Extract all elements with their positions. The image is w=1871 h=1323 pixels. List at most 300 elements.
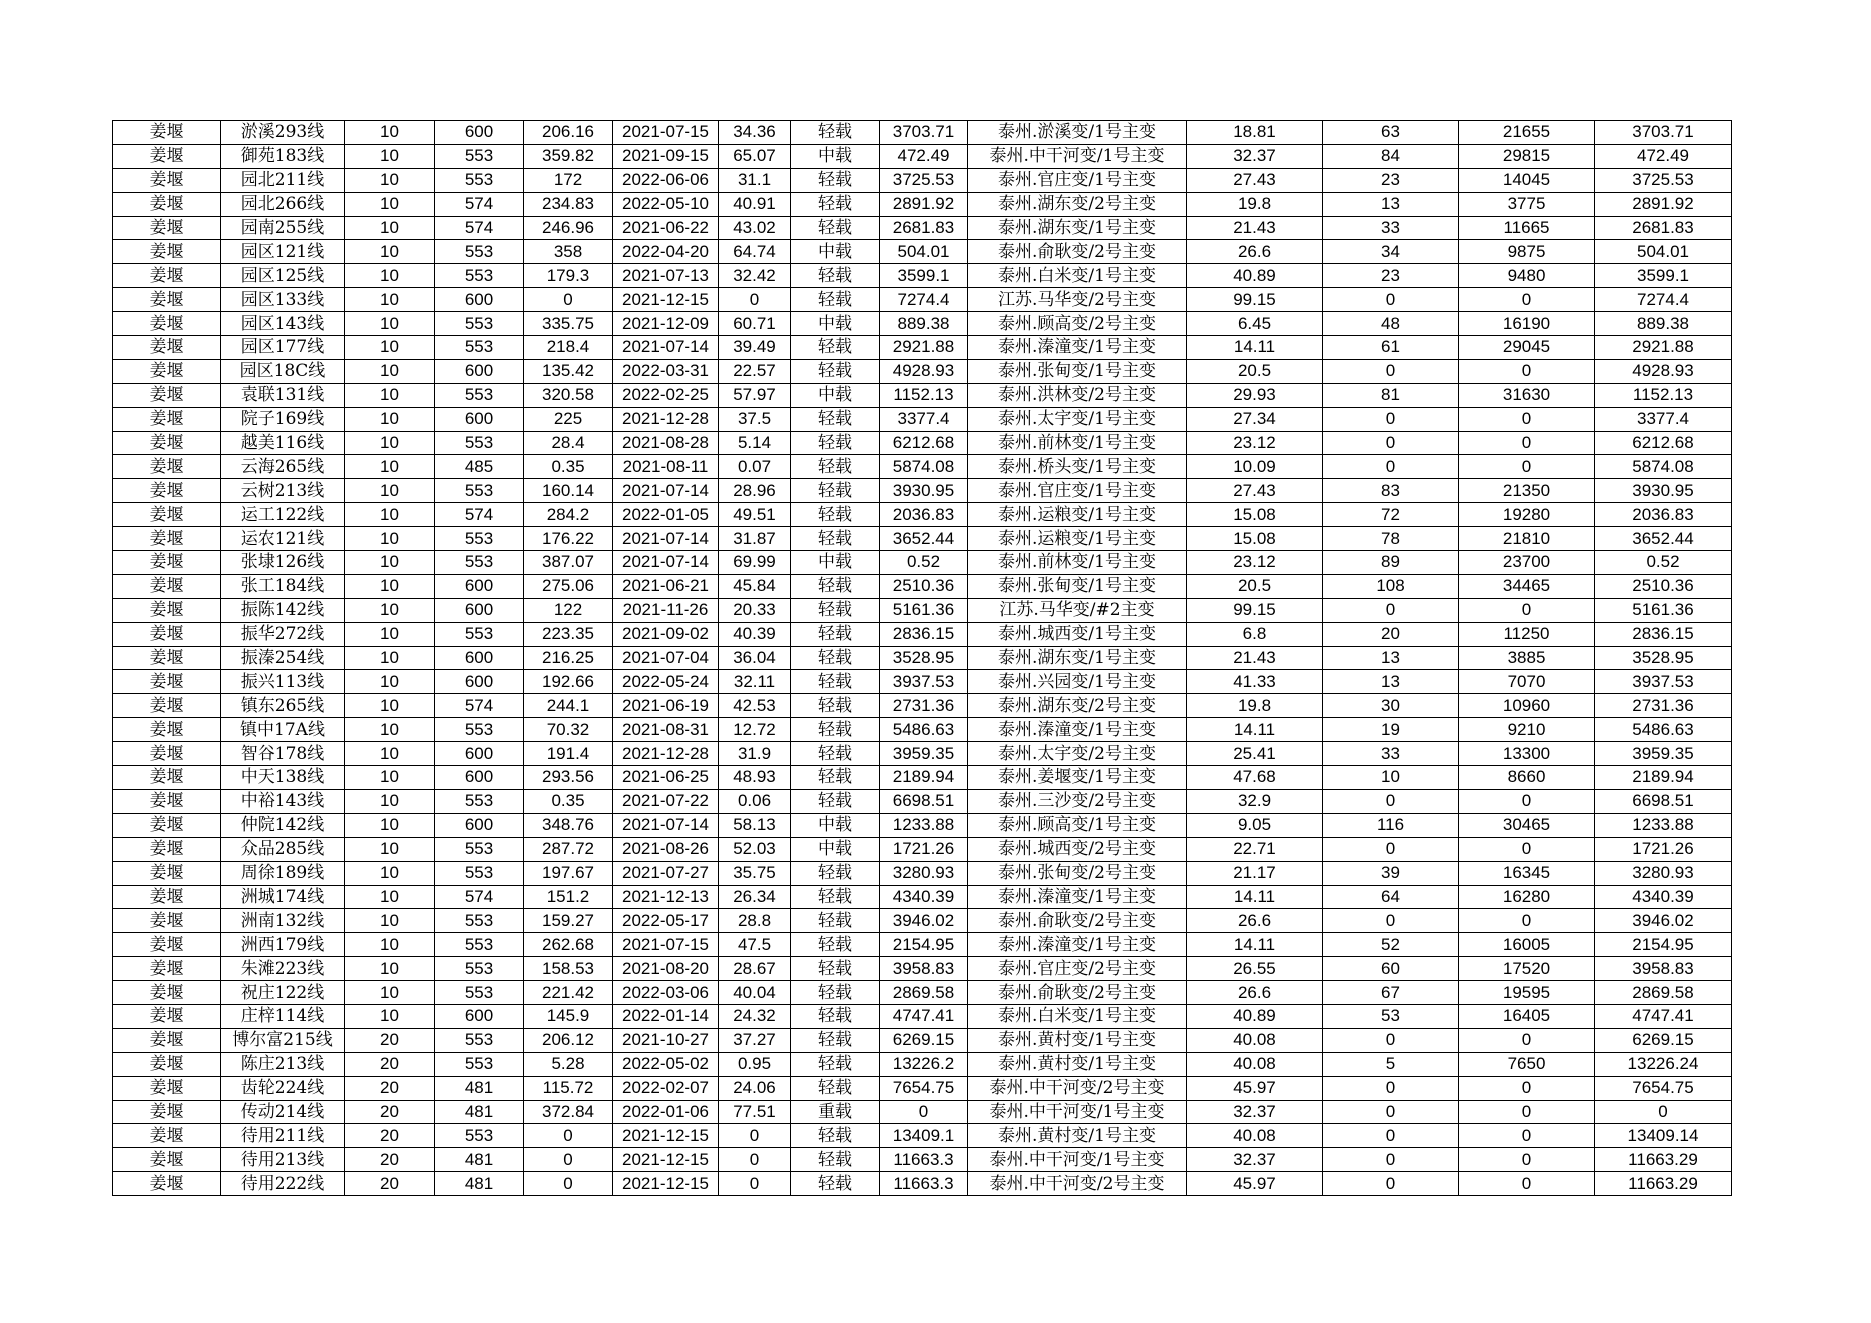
cell-voltage: 20	[345, 1028, 435, 1052]
cell-transformer-load-rate: 14.11	[1187, 933, 1323, 957]
cell-voltage: 10	[345, 646, 435, 670]
cell-available-capacity: 3930.95	[880, 479, 968, 503]
cell-line-name: 祝庄122线	[221, 981, 345, 1005]
cell-date: 2021-12-28	[613, 742, 719, 766]
table-row	[113, 407, 1732, 431]
cell-voltage: 10	[345, 742, 435, 766]
cell-date: 2021-07-14	[613, 551, 719, 575]
table-body	[113, 121, 1732, 1196]
cell-rated-capacity: 553	[435, 909, 524, 933]
cell-available-capacity: 3280.93	[880, 861, 968, 885]
cell-date: 2021-12-28	[613, 407, 719, 431]
cell-load-rate: 49.51	[719, 503, 791, 527]
cell-load-status: 轻载	[791, 694, 880, 718]
cell-remaining-capacity: 7654.75	[1595, 1076, 1732, 1100]
cell-substation: 泰州.溱潼变/1号主变	[968, 336, 1187, 360]
cell-district: 姜堰	[113, 789, 221, 813]
cell-rated-capacity: 553	[435, 933, 524, 957]
cell-district: 姜堰	[113, 479, 221, 503]
cell-substation: 泰州.俞耿变/2号主变	[968, 240, 1187, 264]
cell-date: 2022-03-31	[613, 359, 719, 383]
cell-line-name: 仲院142线	[221, 813, 345, 837]
cell-load-status: 轻载	[791, 981, 880, 1005]
cell-voltage: 10	[345, 455, 435, 479]
cell-remaining-capacity: 3937.53	[1595, 670, 1732, 694]
table-row	[113, 121, 1732, 145]
cell-transformer-load-rate: 32.37	[1187, 1148, 1323, 1172]
cell-load-rate: 0.95	[719, 1052, 791, 1076]
cell-district: 姜堰	[113, 742, 221, 766]
cell-district: 姜堰	[113, 527, 221, 551]
table-row	[113, 288, 1732, 312]
cell-district: 姜堰	[113, 813, 221, 837]
cell-available-capacity: 4928.93	[880, 359, 968, 383]
cell-date: 2022-03-06	[613, 981, 719, 1005]
cell-max-load: 159.27	[524, 909, 613, 933]
cell-user-count: 19	[1323, 718, 1459, 742]
cell-max-load: 218.4	[524, 336, 613, 360]
cell-max-load: 0	[524, 1124, 613, 1148]
cell-rated-capacity: 553	[435, 479, 524, 503]
cell-line-name: 张工184线	[221, 574, 345, 598]
cell-voltage: 10	[345, 288, 435, 312]
cell-district: 姜堰	[113, 288, 221, 312]
cell-load-rate: 40.39	[719, 622, 791, 646]
cell-user-count: 53	[1323, 1004, 1459, 1028]
cell-available-capacity: 6212.68	[880, 431, 968, 455]
cell-user-count: 33	[1323, 742, 1459, 766]
cell-available-capacity: 6269.15	[880, 1028, 968, 1052]
cell-transformer-load-rate: 45.97	[1187, 1076, 1323, 1100]
cell-rated-capacity: 574	[435, 885, 524, 909]
cell-max-load: 335.75	[524, 312, 613, 336]
cell-remaining-capacity: 13226.24	[1595, 1052, 1732, 1076]
cell-max-load: 172	[524, 168, 613, 192]
cell-district: 姜堰	[113, 359, 221, 383]
cell-line-name: 越美116线	[221, 431, 345, 455]
cell-max-load: 192.66	[524, 670, 613, 694]
cell-load-rate: 31.1	[719, 168, 791, 192]
cell-capacity-kva: 0	[1459, 288, 1595, 312]
cell-load-status: 轻载	[791, 670, 880, 694]
cell-load-status: 轻载	[791, 718, 880, 742]
cell-user-count: 0	[1323, 1076, 1459, 1100]
cell-rated-capacity: 553	[435, 431, 524, 455]
cell-user-count: 0	[1323, 1148, 1459, 1172]
cell-line-name: 洲西179线	[221, 933, 345, 957]
cell-load-status: 轻载	[791, 288, 880, 312]
cell-user-count: 63	[1323, 121, 1459, 145]
cell-voltage: 20	[345, 1172, 435, 1196]
cell-date: 2021-12-15	[613, 1124, 719, 1148]
cell-available-capacity: 1721.26	[880, 837, 968, 861]
cell-max-load: 151.2	[524, 885, 613, 909]
table-row	[113, 479, 1732, 503]
cell-load-rate: 64.74	[719, 240, 791, 264]
cell-line-name: 园区133线	[221, 288, 345, 312]
table-row	[113, 264, 1732, 288]
cell-remaining-capacity: 6698.51	[1595, 789, 1732, 813]
cell-line-name: 园区143线	[221, 312, 345, 336]
cell-transformer-load-rate: 15.08	[1187, 503, 1323, 527]
cell-capacity-kva: 0	[1459, 359, 1595, 383]
cell-available-capacity: 13409.1	[880, 1124, 968, 1148]
cell-voltage: 10	[345, 527, 435, 551]
cell-max-load: 293.56	[524, 766, 613, 790]
cell-load-rate: 37.27	[719, 1028, 791, 1052]
cell-rated-capacity: 553	[435, 144, 524, 168]
cell-line-name: 待用213线	[221, 1148, 345, 1172]
cell-voltage: 20	[345, 1100, 435, 1124]
cell-transformer-load-rate: 14.11	[1187, 885, 1323, 909]
cell-line-name: 传动214线	[221, 1100, 345, 1124]
cell-capacity-kva: 0	[1459, 837, 1595, 861]
cell-rated-capacity: 600	[435, 574, 524, 598]
cell-capacity-kva: 0	[1459, 1100, 1595, 1124]
cell-rated-capacity: 600	[435, 813, 524, 837]
cell-date: 2021-09-15	[613, 144, 719, 168]
cell-load-rate: 5.14	[719, 431, 791, 455]
cell-capacity-kva: 9210	[1459, 718, 1595, 742]
cell-line-name: 朱滩223线	[221, 957, 345, 981]
cell-district: 姜堰	[113, 1052, 221, 1076]
cell-available-capacity: 4340.39	[880, 885, 968, 909]
cell-date: 2022-01-05	[613, 503, 719, 527]
cell-voltage: 10	[345, 336, 435, 360]
cell-date: 2022-02-25	[613, 383, 719, 407]
cell-rated-capacity: 574	[435, 503, 524, 527]
cell-transformer-load-rate: 45.97	[1187, 1172, 1323, 1196]
cell-user-count: 81	[1323, 383, 1459, 407]
cell-district: 姜堰	[113, 168, 221, 192]
cell-available-capacity: 0.52	[880, 551, 968, 575]
cell-date: 2021-07-14	[613, 336, 719, 360]
cell-load-rate: 40.91	[719, 192, 791, 216]
cell-transformer-load-rate: 27.34	[1187, 407, 1323, 431]
table-row	[113, 1124, 1732, 1148]
cell-district: 姜堰	[113, 312, 221, 336]
cell-line-name: 御苑183线	[221, 144, 345, 168]
cell-available-capacity: 1152.13	[880, 383, 968, 407]
cell-capacity-kva: 16005	[1459, 933, 1595, 957]
cell-available-capacity: 1233.88	[880, 813, 968, 837]
cell-max-load: 191.4	[524, 742, 613, 766]
cell-capacity-kva: 10960	[1459, 694, 1595, 718]
cell-substation: 泰州.官庄变/1号主变	[968, 168, 1187, 192]
cell-max-load: 28.4	[524, 431, 613, 455]
table-row	[113, 598, 1732, 622]
cell-district: 姜堰	[113, 144, 221, 168]
cell-substation: 泰州.湖东变/1号主变	[968, 216, 1187, 240]
cell-capacity-kva: 9480	[1459, 264, 1595, 288]
cell-date: 2021-12-15	[613, 1148, 719, 1172]
cell-capacity-kva: 0	[1459, 598, 1595, 622]
cell-load-status: 轻载	[791, 1172, 880, 1196]
cell-available-capacity: 13226.2	[880, 1052, 968, 1076]
cell-district: 姜堰	[113, 909, 221, 933]
cell-line-name: 张埭126线	[221, 551, 345, 575]
cell-rated-capacity: 553	[435, 551, 524, 575]
table-row	[113, 240, 1732, 264]
cell-remaining-capacity: 3652.44	[1595, 527, 1732, 551]
cell-transformer-load-rate: 40.89	[1187, 1004, 1323, 1028]
cell-user-count: 0	[1323, 431, 1459, 455]
cell-load-rate: 20.33	[719, 598, 791, 622]
cell-substation: 泰州.三沙变/2号主变	[968, 789, 1187, 813]
cell-max-load: 223.35	[524, 622, 613, 646]
cell-transformer-load-rate: 6.8	[1187, 622, 1323, 646]
cell-district: 姜堰	[113, 622, 221, 646]
cell-available-capacity: 7274.4	[880, 288, 968, 312]
cell-max-load: 216.25	[524, 646, 613, 670]
cell-load-rate: 32.11	[719, 670, 791, 694]
cell-max-load: 176.22	[524, 527, 613, 551]
cell-voltage: 10	[345, 168, 435, 192]
cell-line-name: 待用222线	[221, 1172, 345, 1196]
cell-district: 姜堰	[113, 837, 221, 861]
cell-user-count: 72	[1323, 503, 1459, 527]
cell-substation: 泰州.前林变/1号主变	[968, 431, 1187, 455]
cell-capacity-kva: 8660	[1459, 766, 1595, 790]
cell-voltage: 10	[345, 144, 435, 168]
data-table	[112, 120, 1732, 1196]
cell-user-count: 60	[1323, 957, 1459, 981]
cell-date: 2021-09-02	[613, 622, 719, 646]
cell-substation: 泰州.黄村变/1号主变	[968, 1124, 1187, 1148]
cell-district: 姜堰	[113, 240, 221, 264]
cell-load-status: 轻载	[791, 1076, 880, 1100]
cell-remaining-capacity: 2869.58	[1595, 981, 1732, 1005]
cell-transformer-load-rate: 26.6	[1187, 909, 1323, 933]
table-row	[113, 861, 1732, 885]
cell-date: 2022-02-07	[613, 1076, 719, 1100]
cell-line-name: 陈庄213线	[221, 1052, 345, 1076]
cell-remaining-capacity: 3599.1	[1595, 264, 1732, 288]
cell-transformer-load-rate: 40.08	[1187, 1028, 1323, 1052]
cell-load-status: 轻载	[791, 957, 880, 981]
cell-user-count: 78	[1323, 527, 1459, 551]
cell-rated-capacity: 481	[435, 1148, 524, 1172]
cell-district: 姜堰	[113, 455, 221, 479]
cell-remaining-capacity: 3703.71	[1595, 121, 1732, 145]
cell-transformer-load-rate: 99.15	[1187, 598, 1323, 622]
cell-voltage: 10	[345, 407, 435, 431]
cell-remaining-capacity: 1721.26	[1595, 837, 1732, 861]
cell-substation: 泰州.俞耿变/2号主变	[968, 981, 1187, 1005]
cell-voltage: 10	[345, 981, 435, 1005]
cell-line-name: 振陈142线	[221, 598, 345, 622]
cell-available-capacity: 5486.63	[880, 718, 968, 742]
cell-transformer-load-rate: 10.09	[1187, 455, 1323, 479]
cell-user-count: 108	[1323, 574, 1459, 598]
table-row	[113, 789, 1732, 813]
cell-user-count: 34	[1323, 240, 1459, 264]
cell-available-capacity: 3377.4	[880, 407, 968, 431]
cell-remaining-capacity: 3528.95	[1595, 646, 1732, 670]
cell-user-count: 67	[1323, 981, 1459, 1005]
cell-date: 2021-08-31	[613, 718, 719, 742]
table-row	[113, 1172, 1732, 1196]
cell-available-capacity: 3958.83	[880, 957, 968, 981]
cell-remaining-capacity: 0	[1595, 1100, 1732, 1124]
table-row	[113, 885, 1732, 909]
cell-date: 2021-07-27	[613, 861, 719, 885]
cell-user-count: 33	[1323, 216, 1459, 240]
cell-user-count: 0	[1323, 837, 1459, 861]
cell-max-load: 372.84	[524, 1100, 613, 1124]
cell-remaining-capacity: 6212.68	[1595, 431, 1732, 455]
cell-load-status: 轻载	[791, 861, 880, 885]
cell-line-name: 运工122线	[221, 503, 345, 527]
cell-transformer-load-rate: 19.8	[1187, 694, 1323, 718]
cell-date: 2021-08-20	[613, 957, 719, 981]
cell-transformer-load-rate: 9.05	[1187, 813, 1323, 837]
cell-remaining-capacity: 2510.36	[1595, 574, 1732, 598]
cell-load-rate: 0.06	[719, 789, 791, 813]
cell-line-name: 园区18C线	[221, 359, 345, 383]
cell-load-status: 轻载	[791, 455, 880, 479]
cell-user-count: 116	[1323, 813, 1459, 837]
cell-load-rate: 32.42	[719, 264, 791, 288]
table-row	[113, 837, 1732, 861]
cell-max-load: 244.1	[524, 694, 613, 718]
cell-line-name: 振华272线	[221, 622, 345, 646]
cell-date: 2021-12-09	[613, 312, 719, 336]
table-row	[113, 981, 1732, 1005]
cell-available-capacity: 2036.83	[880, 503, 968, 527]
cell-substation: 泰州.顾高变/2号主变	[968, 312, 1187, 336]
cell-date: 2021-12-15	[613, 1172, 719, 1196]
cell-load-rate: 31.87	[719, 527, 791, 551]
table-row	[113, 503, 1732, 527]
cell-load-status: 轻载	[791, 933, 880, 957]
cell-rated-capacity: 553	[435, 1124, 524, 1148]
cell-line-name: 园区121线	[221, 240, 345, 264]
cell-user-count: 83	[1323, 479, 1459, 503]
table-row	[113, 216, 1732, 240]
cell-available-capacity: 2681.83	[880, 216, 968, 240]
cell-rated-capacity: 600	[435, 121, 524, 145]
cell-line-name: 院子169线	[221, 407, 345, 431]
cell-voltage: 10	[345, 240, 435, 264]
cell-transformer-load-rate: 41.33	[1187, 670, 1323, 694]
cell-capacity-kva: 11665	[1459, 216, 1595, 240]
cell-transformer-load-rate: 40.08	[1187, 1052, 1323, 1076]
cell-available-capacity: 2154.95	[880, 933, 968, 957]
cell-rated-capacity: 553	[435, 336, 524, 360]
cell-available-capacity: 2510.36	[880, 574, 968, 598]
cell-transformer-load-rate: 26.55	[1187, 957, 1323, 981]
cell-date: 2021-08-11	[613, 455, 719, 479]
cell-district: 姜堰	[113, 383, 221, 407]
cell-remaining-capacity: 4340.39	[1595, 885, 1732, 909]
cell-district: 姜堰	[113, 670, 221, 694]
cell-max-load: 262.68	[524, 933, 613, 957]
cell-load-rate: 12.72	[719, 718, 791, 742]
cell-max-load: 275.06	[524, 574, 613, 598]
cell-available-capacity: 2891.92	[880, 192, 968, 216]
cell-date: 2021-07-14	[613, 479, 719, 503]
cell-load-status: 轻载	[791, 168, 880, 192]
cell-load-rate: 22.57	[719, 359, 791, 383]
cell-voltage: 10	[345, 789, 435, 813]
cell-capacity-kva: 0	[1459, 455, 1595, 479]
cell-transformer-load-rate: 23.12	[1187, 431, 1323, 455]
cell-load-rate: 34.36	[719, 121, 791, 145]
cell-available-capacity: 889.38	[880, 312, 968, 336]
cell-capacity-kva: 9875	[1459, 240, 1595, 264]
cell-load-status: 轻载	[791, 479, 880, 503]
cell-transformer-load-rate: 47.68	[1187, 766, 1323, 790]
cell-date: 2021-08-28	[613, 431, 719, 455]
cell-remaining-capacity: 3959.35	[1595, 742, 1732, 766]
cell-remaining-capacity: 2921.88	[1595, 336, 1732, 360]
cell-substation: 泰州.城西变/1号主变	[968, 622, 1187, 646]
cell-substation: 泰州.顾高变/1号主变	[968, 813, 1187, 837]
cell-load-rate: 37.5	[719, 407, 791, 431]
cell-transformer-load-rate: 20.5	[1187, 574, 1323, 598]
cell-remaining-capacity: 2154.95	[1595, 933, 1732, 957]
cell-district: 姜堰	[113, 766, 221, 790]
cell-capacity-kva: 14045	[1459, 168, 1595, 192]
cell-max-load: 246.96	[524, 216, 613, 240]
cell-substation: 泰州.太宇变/1号主变	[968, 407, 1187, 431]
cell-date: 2021-11-26	[613, 598, 719, 622]
cell-max-load: 0	[524, 288, 613, 312]
cell-remaining-capacity: 7274.4	[1595, 288, 1732, 312]
cell-load-rate: 77.51	[719, 1100, 791, 1124]
cell-load-rate: 0	[719, 1124, 791, 1148]
table-row	[113, 527, 1732, 551]
cell-substation: 泰州.运粮变/1号主变	[968, 503, 1187, 527]
cell-user-count: 20	[1323, 622, 1459, 646]
cell-capacity-kva: 0	[1459, 1172, 1595, 1196]
table-row	[113, 168, 1732, 192]
cell-user-count: 23	[1323, 168, 1459, 192]
cell-voltage: 10	[345, 574, 435, 598]
cell-load-rate: 36.04	[719, 646, 791, 670]
cell-date: 2022-05-02	[613, 1052, 719, 1076]
cell-district: 姜堰	[113, 718, 221, 742]
cell-transformer-load-rate: 32.9	[1187, 789, 1323, 813]
cell-available-capacity: 3652.44	[880, 527, 968, 551]
cell-substation: 泰州.中干河变/1号主变	[968, 144, 1187, 168]
cell-capacity-kva: 0	[1459, 1148, 1595, 1172]
cell-available-capacity: 2921.88	[880, 336, 968, 360]
cell-available-capacity: 3937.53	[880, 670, 968, 694]
cell-line-name: 袁联131线	[221, 383, 345, 407]
cell-capacity-kva: 31630	[1459, 383, 1595, 407]
cell-user-count: 0	[1323, 1100, 1459, 1124]
cell-line-name: 中天138线	[221, 766, 345, 790]
cell-load-rate: 57.97	[719, 383, 791, 407]
cell-capacity-kva: 19595	[1459, 981, 1595, 1005]
cell-voltage: 10	[345, 957, 435, 981]
cell-capacity-kva: 17520	[1459, 957, 1595, 981]
table-row	[113, 383, 1732, 407]
cell-max-load: 160.14	[524, 479, 613, 503]
cell-capacity-kva: 0	[1459, 1028, 1595, 1052]
cell-date: 2021-06-21	[613, 574, 719, 598]
cell-voltage: 10	[345, 933, 435, 957]
table-row	[113, 1148, 1732, 1172]
cell-user-count: 5	[1323, 1052, 1459, 1076]
cell-capacity-kva: 0	[1459, 909, 1595, 933]
cell-user-count: 0	[1323, 598, 1459, 622]
cell-date: 2021-12-13	[613, 885, 719, 909]
cell-max-load: 234.83	[524, 192, 613, 216]
cell-available-capacity: 5874.08	[880, 455, 968, 479]
